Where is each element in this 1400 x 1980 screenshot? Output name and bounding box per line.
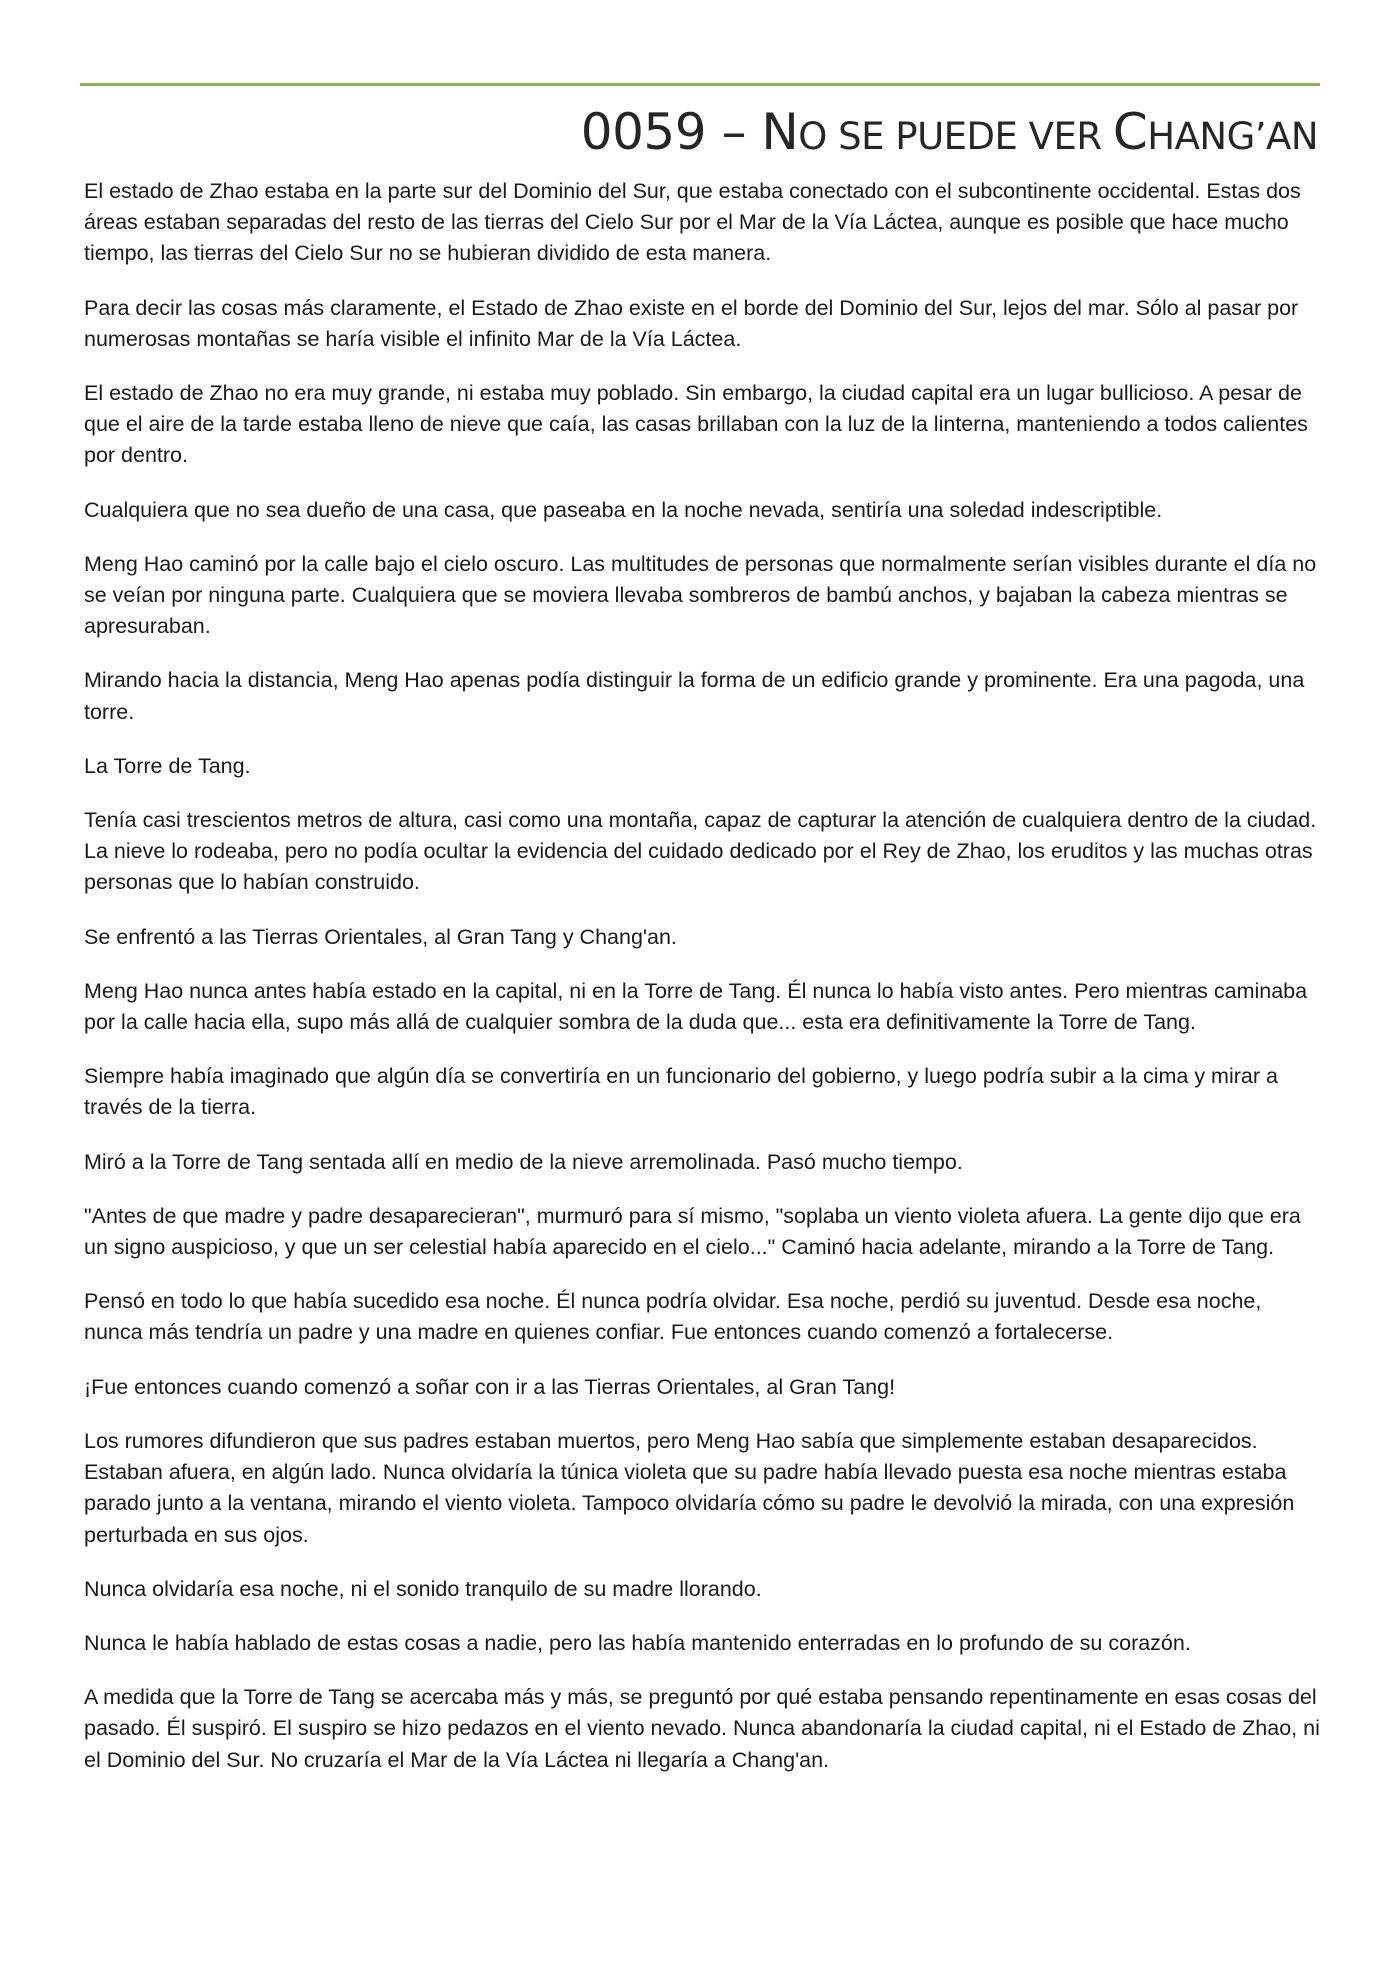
header-rule	[80, 83, 1320, 86]
title-part: HANG’AN	[1147, 115, 1318, 158]
paragraph: Los rumores difundieron que sus padres estaban muertos, pero Meng Hao sabía que simplemente estaban desaparecidos. Estaban afuera, en algún lado. Nunca olvidaría la túnica violeta que su padre había llevado puesta esa noche mientras estaba parado junto a la ventana, mirando el viento violeta. Tampoco olvidaría cómo su padre le devolvió la mirada, con una expresión perturbada en sus ojos.	[84, 1428, 1295, 1547]
chapter-number: 0059	[580, 103, 707, 161]
chapter-name	[761, 103, 1318, 161]
paragraph: Meng Hao nunca antes había estado en la capital, ni en la Torre de Tang. Él nunca lo había visto antes. Pero mientras caminaba por la calle hacia ella, supo más allá de cualquier sombra de la duda que... esta era definitivamente la Torre de Tang.	[84, 978, 1308, 1035]
paragraph: Pensó en todo lo que había sucedido esa noche. Él nunca podría olvidar. Esa noche, perdió su juventud. Desde esa noche, nunca más tendría un padre y una madre en quienes confiar. Fue entonces cuando comenzó a fortalecerse.	[84, 1289, 1262, 1345]
paragraph: Se enfrentó a las Tierras Orientales, al Gran Tang y Chang'an.	[84, 924, 677, 949]
paragraph: ¡Fue entonces cuando comenzó a soñar con ir a las Tierras Orientales, al Gran Tang!	[84, 1374, 896, 1399]
paragraph: Nunca olvidaría esa noche, ni el sonido tranquilo de su madre llorando.	[84, 1576, 762, 1601]
title-part: O SE PUEDE VER	[798, 115, 1113, 158]
paragraph: Cualquiera que no sea dueño de una casa, que paseaba en la noche nevada, sentiría una soledad indescriptible.	[84, 497, 1163, 522]
chapter-body	[84, 176, 1324, 1799]
paragraph: Meng Hao caminó por la calle bajo el cielo oscuro. Las multitudes de personas que normalmente serían visibles durante el día no se veían por ninguna parte. Cualquiera que se moviera llevaba sombreros de bambú anchos, y bajaban la cabeza mientras se apresuraban.	[84, 551, 1317, 639]
paragraph: Tenía casi trescientos metros de altura, casi como una montaña, capaz de capturar la atención de cualquiera dentro de la ciudad. La nieve lo rodeaba, pero no podía ocultar la evidencia del cuidado dedicado por el Rey de Zhao, los eruditos y las muchas otras personas que lo habían construido.	[84, 808, 1317, 895]
paragraph: La Torre de Tang.	[84, 753, 251, 778]
paragraph: Siempre había imaginado que algún día se convertiría en un funcionario del gobierno, y luego podría subir a la cima y mirar a través de la tierra.	[84, 1064, 1278, 1120]
paragraph: A medida que la Torre de Tang se acercaba más y más, se preguntó por qué estaba pensando repentinamente en esas cosas del pasado. Él suspiró. El suspiro se hizo pedazos en el viento nevado. Nunca abandonaría la ciudad capital, ni el Estado de Zhao, ni el Dominio del Sur. No cruzaría el Mar de la Vía Láctea ni llegaría a Chang'an.	[84, 1685, 1320, 1772]
title-part: N	[761, 103, 799, 161]
title-part: C	[1112, 103, 1148, 161]
paragraph: Nunca le había hablado de estas cosas a nadie, pero las había mantenido enterradas en lo profundo de su corazón.	[84, 1630, 1191, 1655]
paragraph: El estado de Zhao no era muy grande, ni estaba muy poblado. Sin embargo, la ciudad capital era un lugar bullicioso. A pesar de que el aire de la tarde estaba lleno de nieve que caía, las casas brillaban con la luz de la linterna, manteniendo a todos calientes por dentro.	[84, 381, 1308, 468]
paragraph: Para decir las cosas más claramente, el Estado de Zhao existe en el borde del Dominio del Sur, lejos del mar. Sólo al pasar por numerosas montañas se haría visible el infinito Mar de la Vía Láctea.	[84, 295, 1299, 351]
chapter-dash: –	[721, 103, 746, 161]
paragraph: El estado de Zhao estaba en la parte sur del Dominio del Sur, que estaba conectado con el subcontinente occidental. Estas dos áreas estaban separadas del resto de las tierras del Cielo Sur por el Mar de la Vía Láctea, aunque es posible que hace mucho tiempo, las tierras del Cielo Sur no se hubieran dividido de esta manera.	[84, 179, 1301, 266]
paragraph: Miró a la Torre de Tang sentada allí en medio de la nieve arremolinada. Pasó mucho tiempo.	[84, 1149, 963, 1174]
paragraph: "Antes de que madre y padre desaparecieran", murmuró para sí mismo, "soplaba un viento violeta afuera. La gente dijo que era un signo auspicioso, y que un ser celestial había aparecido en el cielo..." Caminó hacia adelante, mirando a la Torre de Tang.	[84, 1203, 1301, 1260]
chapter-title	[581, 96, 1318, 173]
paragraph: Mirando hacia la distancia, Meng Hao apenas podía distinguir la forma de un edificio grande y prominente. Era una pagoda, una torre.	[84, 668, 1305, 724]
